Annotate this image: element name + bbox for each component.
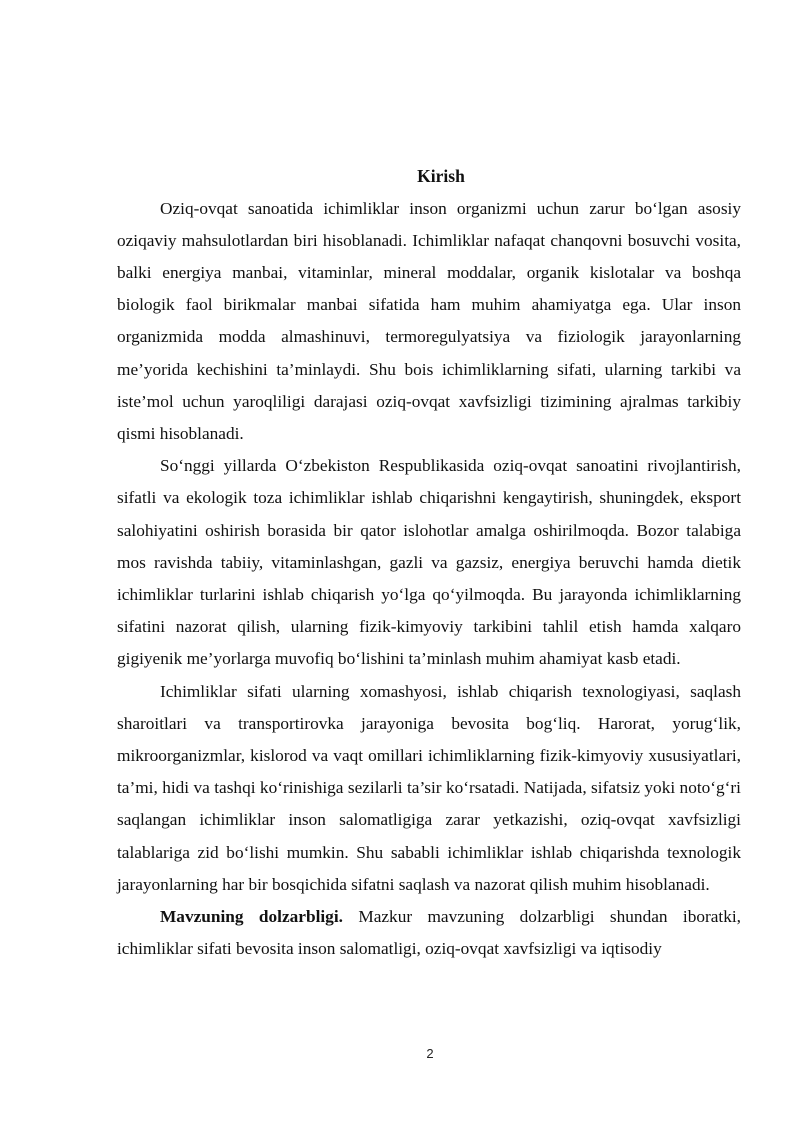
section-title: Kirish [417,166,465,186]
paragraph-4-text: Mazkur mavzuning dolzarbligi shundan iboratki, ichimliklar sifati bevosita inson salomatligi, oziq-ovqat xavfsizligi va iqtisodiy [117,906,741,959]
paragraph-3: Ichimliklar sifati ularning xomashyosi, ishlab chiqarish texnologiyasi, saqlash sharoitlari va transportirovka jarayoniga bevosita bog‘liq. Harorat, yorug‘lik, mikroorganizmlar, kislorod va vaqt omillari ichimliklarning fizik-kimyoviy xususiyatlari, ta’mi, hidi va tashqi ko‘rinishiga sezilarli ta’sir ko‘rsatadi. Natijada, sifatsiz yoki noto‘g‘ri saqlangan ichimliklar inson salomatligiga zarar yetkazishi, oziq-ovqat xavfsizligi talablariga zid bo‘lishi mumkin. Shu sababli ichimliklar ishlab chiqarishda texnologik jarayonlarning har bir bosqichida sifatni saqlash va nazorat qilish muhim hisoblanadi. [117,681,741,894]
paragraph-2: So‘nggi yillarda O‘zbekiston Respublikasida oziq-ovqat sanoatini rivojlantirish, sifatli va ekologik toza ichimliklar ishlab chiqarishni kengaytirish, shuningdek, eksport salohiyatini oshirish borasida bir qator islohotlar amalga oshirilmoqda. Bozor talabiga mos ravishda tabiiy, vitaminlashgan, gazli va gazsiz, energiya beruvchi hamda dietik ichimliklar turlarini ishlab chiqarish yo‘lga qo‘yilmoqda. Bu jarayonda ichimliklarning sifatini nazorat qilish, ularning fizik-kimyoviy tarkibini tahlil etish hamda xalqaro gigiyenik me’yorlarga muvofiq bo‘lishini ta’minlash muhim ahamiyat kasb etadi. [117,456,741,669]
paragraph-1: Oziq-ovqat sanoatida ichimliklar inson organizmi uchun zarur bo‘lgan asosiy oziqaviy mahsulotlardan biri hisoblanadi. Ichimliklar nafaqat chanqovni bosuvchi vosita, balki energiya manbai, vitaminlar, mineral moddalar, organik kislotalar va boshqa biologik faol birikmalar manbai sifatida ham muhim ahamiyatga ega. Ular inson organizmida modda almashinuvi, termoregulyatsiya va fiziologik jarayonlarning me’yorida kechishini ta’minlaydi. Shu bois ichimliklarning sifati, ularning tarkibi va iste’mol uchun yaroqliligi darajasi oziq-ovqat xavfsizligi tizimining ajralmas tarkibiy qismi hisoblanadi. [117,198,741,443]
paragraph-4 [117,901,741,965]
page-number: 2 [426,1046,434,1061]
document-page [117,160,741,965]
paragraph-lead: Mavzuning dolzarbligi. [160,906,343,926]
